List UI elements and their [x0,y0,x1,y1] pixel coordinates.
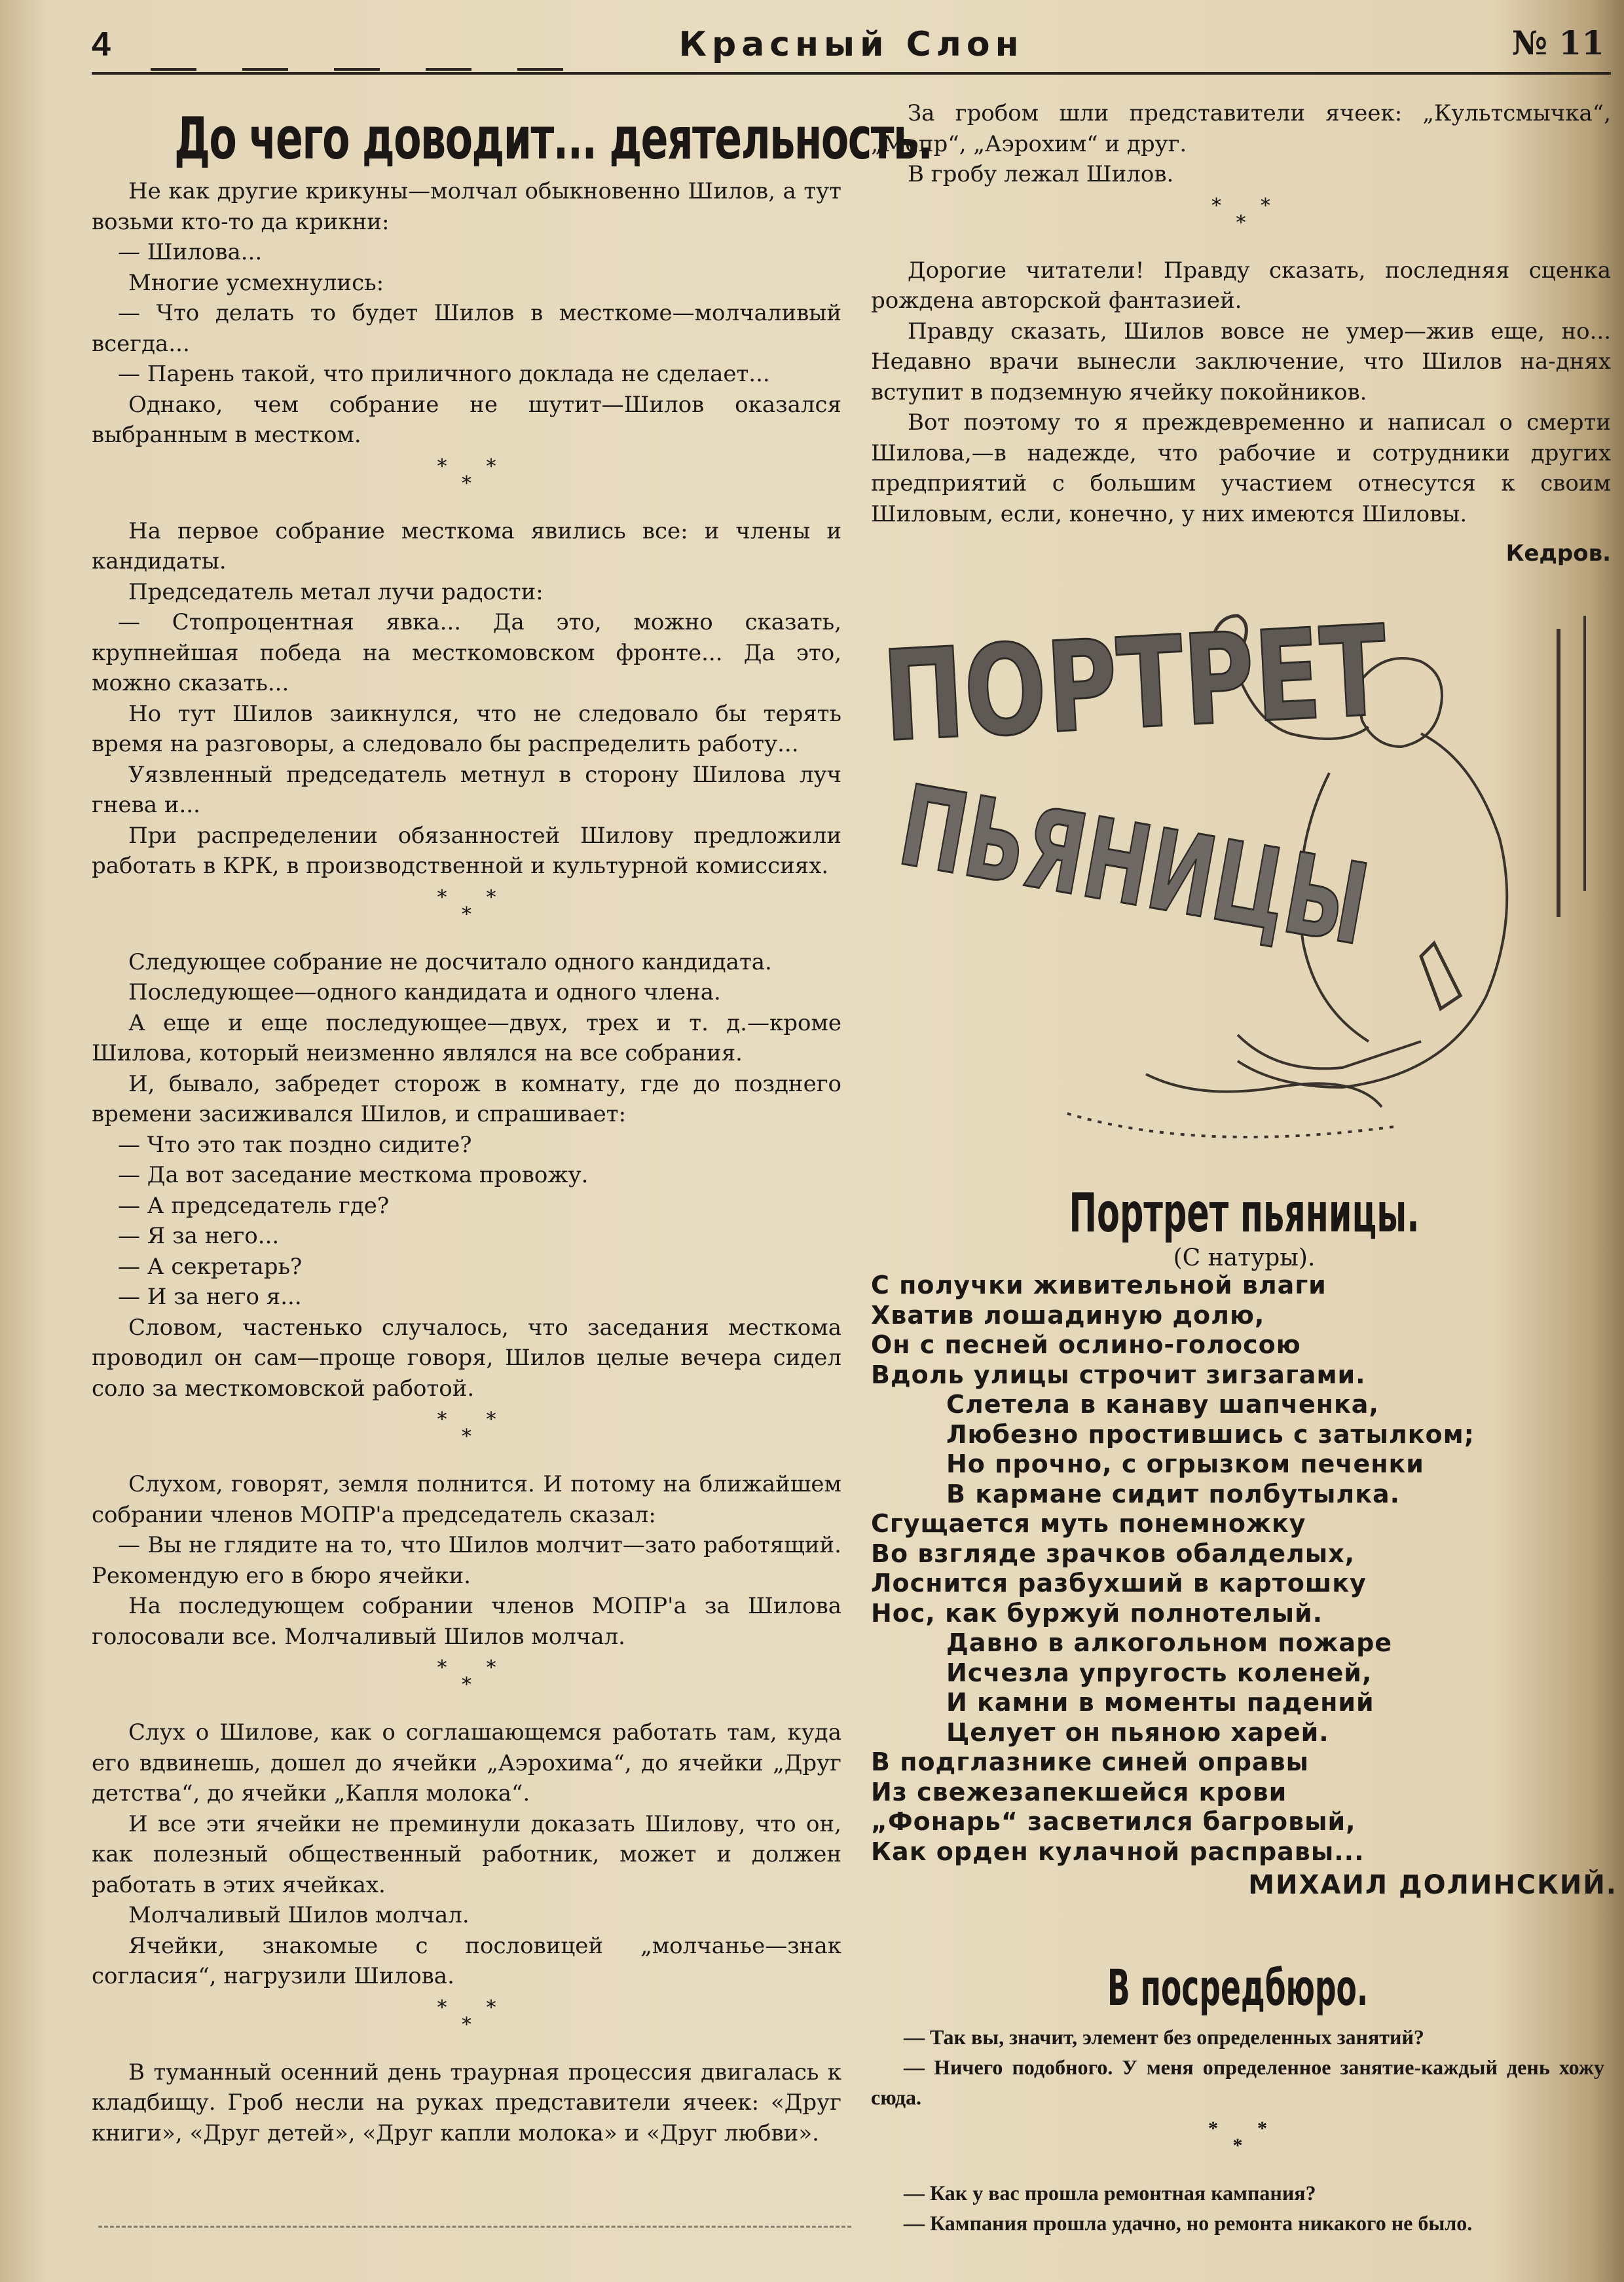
article-paragraph: При распределении обязанностей Шилову предложили работать в КРК, в производственной и культурной комиссиях. [92,822,841,879]
poem-line: Давно в алкогольном пожаре [946,1628,1393,1657]
poem-line: Любезно простившись с затылком; [946,1419,1475,1449]
section-separator-stars [871,2112,1604,2178]
poem-line: Из свежезапекшейся крови [871,1777,1287,1806]
bureau-section [871,1958,1604,2238]
separator-star: * [462,903,471,926]
bureau-dialogue-line: — Ничего подобного. У меня определенное занятие-каждый день хожу сюда. [871,2055,1604,2109]
separator-star: * * [437,1656,496,1679]
page-number: 4 [92,26,111,64]
header-rule-dash [242,68,288,71]
page-header [92,20,1611,75]
article-paragraph: — Что это так поздно сидите? [118,1131,472,1158]
poem-line: В подглазнике синей оправы [871,1748,1309,1776]
bottom-rule [98,2226,851,2228]
article-paragraph: — Я за него... [118,1223,280,1249]
separator-star: * [1236,211,1246,234]
poem-line: С получки живительной влаги [871,1271,1327,1300]
right-column [871,98,1611,569]
article-paragraph: В гробу лежал Шилов. [908,161,1174,187]
article-paragraph: Словом, частенько случалось, что заседания месткома проводил он сам—проще говоря, Шилов целые вечера сидел соло за месткомовской работой. [92,1314,841,1402]
illustration-portrait-of-drunkard [871,576,1624,1179]
poem-line: В кармане сидит полбутылка. [946,1479,1401,1508]
section-separator-stars [92,1652,841,1717]
header-rule-dash [334,68,380,71]
separator-star: * [462,472,471,495]
article-paragraph: — Шилова... [118,239,263,265]
separator-star: * * [437,455,496,478]
article-paragraph: Правду сказать, Шилов вовсе не умер—жив еще, но... Недавно врачи вынесли заключение, что Шилов на-днях вступит в подземную ячейку покойников. [871,318,1611,405]
article-paragraph: — А секретарь? [118,1253,303,1280]
separator-star: * [1232,2135,1243,2156]
article-paragraph: А еще и еще последующее—двух, трех и т. д.—кроме Шилова, который неизменно являлся на все собрания. [92,1009,841,1066]
article-paragraph: Ячейки, знакомые с пословицей „молчанье—знак согласия“, нагрузили Шилова. [92,1932,841,1989]
article-paragraph: Последующее—одного кандидата и одного члена. [128,979,721,1005]
poem-author: МИХАИЛ ДОЛИНСКИЙ. [1248,1870,1617,1900]
poem-line: Он с песней ослино-голосою [871,1330,1301,1359]
article-paragraph: — Что делать то будет Шилов в месткоме—молчаливый всегда... [92,300,841,357]
poem-line: Исчезла упругость коленей, [946,1658,1373,1687]
poem-line: Слетела в канаву шапченка, [946,1390,1379,1419]
section-separator-stars [92,451,841,516]
poem-line: Хватив лошадиную долю, [871,1300,1265,1330]
separator-star: * * [437,1408,496,1431]
article-paragraph: — А председатель где? [118,1192,390,1219]
poem-line: Вдоль улицы строчит зигзагами. [871,1360,1366,1389]
section-separator-stars [92,882,841,947]
header-rule-dash [426,68,471,71]
article-paragraph: Молчаливый Шилов молчал. [128,1902,470,1928]
article-paragraph: Слух о Шилове, как о соглашающемся работать там, куда его вдвинешь, дошел до ячейки „Аэрохима“, до ячейки „Друг детства“, до ячейки „Капля молока“. [92,1719,841,1806]
poem-line: И камни в моменты падений [946,1688,1375,1717]
article-paragraph: Но тут Шилов заикнулся, что не следовало бы терять время на разговоры, а следовало бы распределить работу... [92,700,841,757]
poem-title: Портрет пьяницы. [1069,1182,1420,1244]
poem-line: Сгущается муть понемножку [871,1509,1306,1538]
article-title: До чего доводит... деятельность. [174,105,932,172]
bureau-dialogue-line: — Как у вас прошла ремонтная кампания? [904,2181,1316,2205]
article-paragraph: — Стопроцентная явка... Да это, можно сказать, крупнейшая победа на месткомовском фронте... Да это, можно сказать... [92,609,841,696]
article-paragraph: — И за него я... [118,1284,302,1310]
bureau-dialogue-line: — Так вы, значит, элемент без определенных занятий? [904,2025,1424,2049]
poem-line: Во взгляде зрачков обалделых, [871,1539,1356,1568]
separator-star: * * [437,1996,496,2019]
poem-line: Лоснится разбухший в картошку [871,1569,1367,1598]
article-paragraph: И все эти ячейки не преминули доказать Шилову, что он, как полезный общественный работник, может и должен работать в этих ячейках. [92,1810,841,1898]
poem-line: Нос, как буржуй полнотелый. [871,1598,1323,1628]
article-paragraph: Слухом, говорят, земля полнится. И потому на ближайшем собрании членов МОПР'а председатель сказал: [92,1471,841,1528]
article-paragraph: Следующее собрание не досчитало одного кандидата. [128,948,772,975]
poem-line: Целует он пьяною харей. [946,1717,1329,1747]
section-separator-stars [92,1992,841,2057]
article-paragraph: На первое собрание месткома явились все: и члены и кандидаты. [92,517,841,574]
header-rule-dash [151,68,196,71]
separator-star: * * [1208,2118,1267,2139]
article-paragraph: Не как другие крикуны—молчал обыкновенно Шилов, а тут возьми кто-то да крикни: [92,178,841,235]
illustration-title-line1: ПОРТРЕТ [879,591,1534,770]
article-paragraph: Дорогие читатели! Правду сказать, последняя сценка рождена авторской фантазией. [871,257,1611,314]
separator-star: * [462,1674,471,1696]
bureau-dialogue-line: — Кампания прошла удачно, но ремонта никакого не было. [904,2211,1473,2235]
section-separator-stars [92,1404,841,1469]
article-paragraph: За гробом шли представители ячеек: „Культсмычка“, „Мопр“, „Аэрохим“ и друг. [871,100,1611,157]
header-rule-dash [517,68,563,71]
bureau-title: В посредбюро. [1107,1958,1369,2017]
poem-subtitle: (С натуры). [1173,1244,1316,1271]
poem-line: Как орден кулачной расправы... [871,1837,1365,1866]
separator-star: * [462,2013,471,2036]
article-paragraph: Однако, чем собрание не шутит—Шилов оказался выбранным в местком. [92,391,841,448]
left-column [92,105,932,2148]
issue-number: № 11 [1511,24,1604,62]
poem-line: „Фонарь“ засветился багровый, [871,1807,1356,1836]
article-paragraph: Многие усмехнулись: [128,269,384,296]
article-paragraph: В туманный осенний день траурная процессия двигалась к кладбищу. Гроб несли на руках представители ячеек: «Друг книги», «Друг детей», «Друг капли молока» и «Друг любви». [92,2059,841,2146]
article-paragraph: Председатель метал лучи радости: [128,578,544,605]
article-paragraph: — Вы не глядите на то, что Шилов молчит—зато работящий. Рекомендую его в бюро ячейки. [92,1532,841,1589]
article-author: Кедров. [1505,540,1611,567]
article-paragraph: — Парень такой, что приличного доклада не сделает... [118,361,770,387]
article-paragraph: И, бывало, забредет сторож в комнату, где до позднего времени засиживался Шилов, и спрашивает: [92,1070,841,1127]
poem-line: Но прочно, с огрызком печенки [946,1450,1424,1478]
article-paragraph: — Да вот заседание месткома провожу. [118,1162,589,1188]
separator-star: * * [1211,194,1270,217]
article-paragraph: Вот поэтому то я преждевременно и написал о смерти Шилова,—в надежде, что рабочие и сотрудники других предприятий с большим участием отнесутся к своим Шиловым, если, конечно, у них имеются Шиловы. [871,409,1611,527]
article-paragraph: Уязвленный председатель метнул в сторону Шилова луч гнева и... [92,761,841,818]
separator-star: * [462,1425,471,1448]
illustration-title-line2: ПЬЯНИЦЫ [890,761,1572,1005]
newspaper-name: Красный Слон [678,25,1024,64]
section-separator-stars [871,190,1611,255]
poem [871,1271,1617,1901]
article-paragraph: На последующем собрании членов МОПР'а за Шилова голосовали все. Молчаливый Шилов молчал. [92,1593,841,1650]
separator-star: * * [437,886,496,909]
